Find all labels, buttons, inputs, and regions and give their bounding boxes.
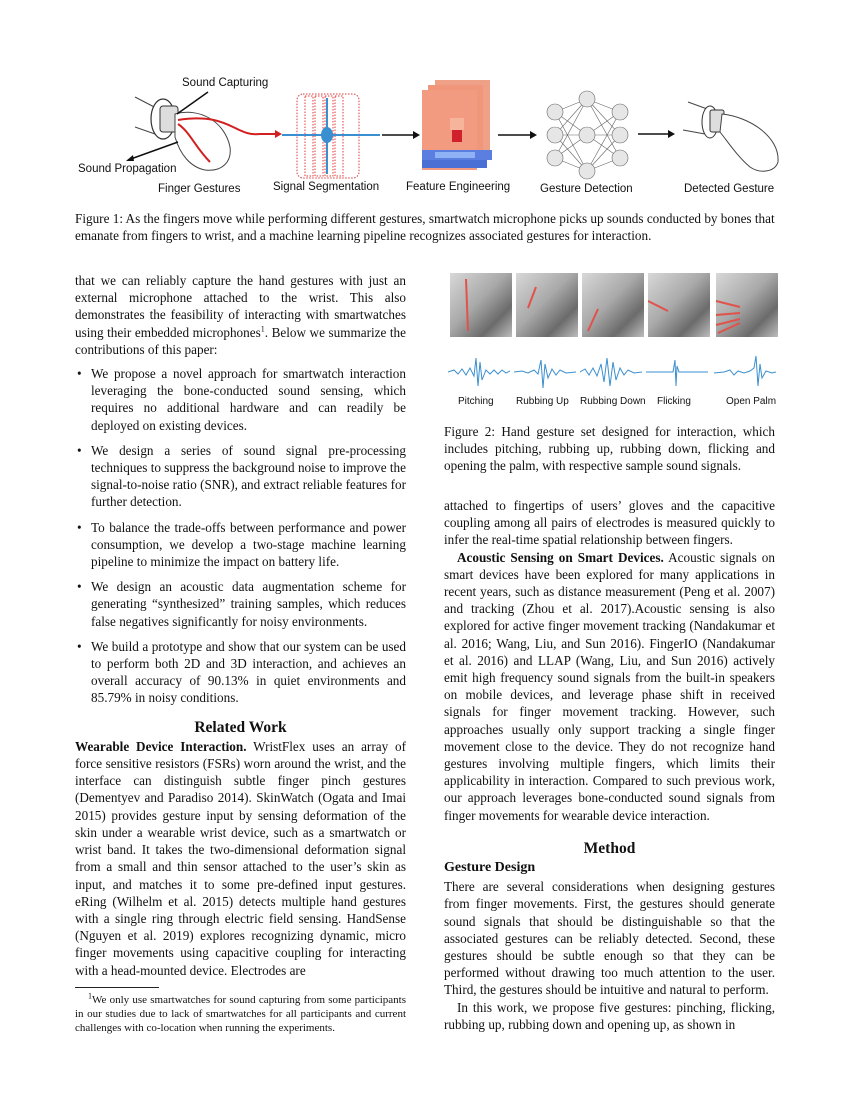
signal-open-palm: [714, 354, 776, 390]
neural-network-icon: [547, 91, 628, 179]
label-sound-capturing: Sound Capturing: [182, 77, 269, 89]
label-finger-gestures: Finger Gestures: [158, 183, 241, 195]
contribution-item: • To balance the trade-offs between performance and power consumption, we develop a two-stage machine learning pipeline to minimize the impact on battery life.: [75, 519, 406, 571]
contributions-list: [75, 365, 406, 707]
gesture-photo-rubbing-down: [582, 273, 644, 337]
label-signal-segmentation: Signal Segmentation: [273, 181, 380, 193]
feature-heatmap-icon: [422, 80, 492, 170]
sound-propagation-arrow: [128, 142, 178, 160]
wearable-paragraph: Wearable Device Interaction. WristFlex uses an array of force sensitive resistors (FSRs) worn around the wrist, and the interface can distinguish subtle finger pinch gestures (Dementyev and Paradiso 2014). SkinWatch (Ogata and Imai 2015) provides gesture input by sensing deformation of the skin under a wearable wrist device, such as a smartwatch or wrist band. It takes the two-dimensional deformation signal from a small and thin sensor attached to the user’s skin as input, and matches it to some pre-defined input gestures. eRing (Wilhelm et al. 2015) detects multiple hand gestures with a single ring through electric field sensing. HandSense (Nguyen et al. 2019) explores recognizing dynamic, micro finger movements using capacitive coupling for interacting with a head-mounted device. Electrodes are: [75, 738, 406, 978]
intro-paragraph: that we can reliably capture the hand gestures with just an external microphone attached to the wrist. This also demonstrates the feasibility of interacting with smartwatches using their embedded microphones$^1$. Below we summarize the contributions of this paper:: [75, 273, 406, 357]
gesture-photo-rubbing-up: [516, 273, 578, 337]
wrist-watch-icon: [135, 97, 230, 170]
detected-gesture-hand-icon: [683, 102, 778, 171]
runin-heading: Acoustic Sensing on Smart Devices.: [457, 549, 664, 565]
figure-2: [444, 270, 784, 410]
section-heading-method: Method: [583, 839, 636, 857]
left-column: [75, 272, 406, 1035]
label-sound-propagation: Sound Propagation: [78, 163, 177, 175]
gesture-label-rubbing-down: Rubbing Down: [580, 396, 646, 407]
gesture-label-pitching: Pitching: [458, 396, 494, 407]
label-gesture-detection: Gesture Detection: [540, 183, 633, 195]
contribution-item: • We build a prototype and show that our system can be used to perform both 2D and 3D interaction, and achieves an overall accuracy of 90.13% in quiet environments and 85.79% in noisy conditions.: [75, 638, 406, 707]
signal-pitching: [448, 354, 510, 390]
footnote: $^1$We only use smartwatches for sound capturing from some participants in our studies due to lack of smartwatches for all participants and current challenges with co-location when running the experiments.: [75, 991, 406, 1034]
continuation-paragraph: attached to fingertips of users’ gloves and the capacitive coupling among all pairs of electrodes is measured quickly to infer the real-time spatial relationship between fingers.: [444, 498, 775, 548]
gesture-photo-pitching: [450, 273, 512, 337]
label-feature-engineering: Feature Engineering: [406, 181, 511, 193]
section-heading-related-work: Related Work: [194, 718, 287, 736]
contribution-item: • We design a series of sound signal pre-processing techniques to suppress the background noise to improve the signal-to-noise ratio (SNR), and extract reliable features for further detection.: [75, 442, 406, 511]
gesture-design-paragraph-2: In this work, we propose five gestures: pinching, flicking, rubbing up, rubbing down and opening up, as shown in: [444, 999, 775, 1032]
footnote-divider: [75, 987, 159, 988]
gesture-label-rubbing-up: Rubbing Up: [516, 396, 569, 407]
signal-rubbing-up: [514, 354, 576, 390]
runin-heading: Wearable Device Interaction.: [75, 738, 247, 754]
sound-capturing-arrow: [177, 92, 208, 114]
gesture-label-open-palm: Open Palm: [726, 396, 777, 407]
gesture-label-flicking: Flicking: [657, 396, 691, 407]
right-column: [444, 497, 775, 1033]
gesture-photo-open-palm: [716, 273, 778, 337]
subsection-heading-gesture-design: Gesture Design: [444, 860, 536, 876]
contribution-item: • We design an acoustic data augmentation scheme for generating “synthesized” training samples, which reduces false negatives significantly for noisy environments.: [75, 578, 406, 630]
gesture-design-paragraph-1: There are several considerations when designing gestures from finger movements. First, the gestures should generate sound signals that should be distinguishable so that the associated gestures can be reliably detected. Second, these gestures should be subtle enough so that they can be performed without drawing too much attention to the user. Third, the gestures should be intuitive and natural to perform.: [444, 879, 775, 998]
figure-1: [60, 62, 790, 202]
gesture-photo-flicking: [648, 273, 710, 337]
figure-1-caption: Figure 1: As the fingers move while performing different gestures, smartwatch microphone picks up sounds conducted by bones that emanate from fingers to wrist, and a machine learning pipeline recognizes associated gestures for interaction.: [75, 211, 775, 243]
signal-flicking: [646, 354, 708, 390]
figure-2-caption: Figure 2: Hand gesture set designed for interaction, which includes pitching, rubbing up, rubbing down, flicking and opening the palm, with respective sample sound signals.: [444, 424, 775, 474]
footnote-ref: 1: [260, 324, 265, 334]
signal-rubbing-down: [580, 354, 642, 390]
label-detected-gesture: Detected Gesture: [684, 183, 775, 195]
signal-segmentation-icon: [282, 94, 380, 178]
acoustic-paragraph: Acoustic Sensing on Smart Devices. Acoustic signals on smart devices have been explored for many applications in recent years, such as distance measurement (Peng et al. 2007) and tracking (Zhou et al. 2017).Acoustic sensing is also explored for active finger movement tracking (Nandakumar et al. 2016; Wang, Liu, and Sun 2016). FingerIO (Nandakumar et al. 2016) and LLAP (Wang, Liu, and Sun 2016) actively emit high frequency sound signals from the built-in speakers on mobile devices, and leverage phase shift in received signals for finger movement tracking. However, such approaches usually only support tracking a single finger movement close to the device. They do not recognize hand gestures involving multiple fingers, which limits their applicability in interaction. Compared to such previous work, our approach leverages bone-conducted sound signals from finger movements for wearable device interaction.: [444, 549, 775, 823]
contribution-item: • We propose a novel approach for smartwatch interaction leveraging the bone-conducted sound sensing, which requires no additional hardware and can readily be deployed on existing devices.: [75, 365, 406, 434]
